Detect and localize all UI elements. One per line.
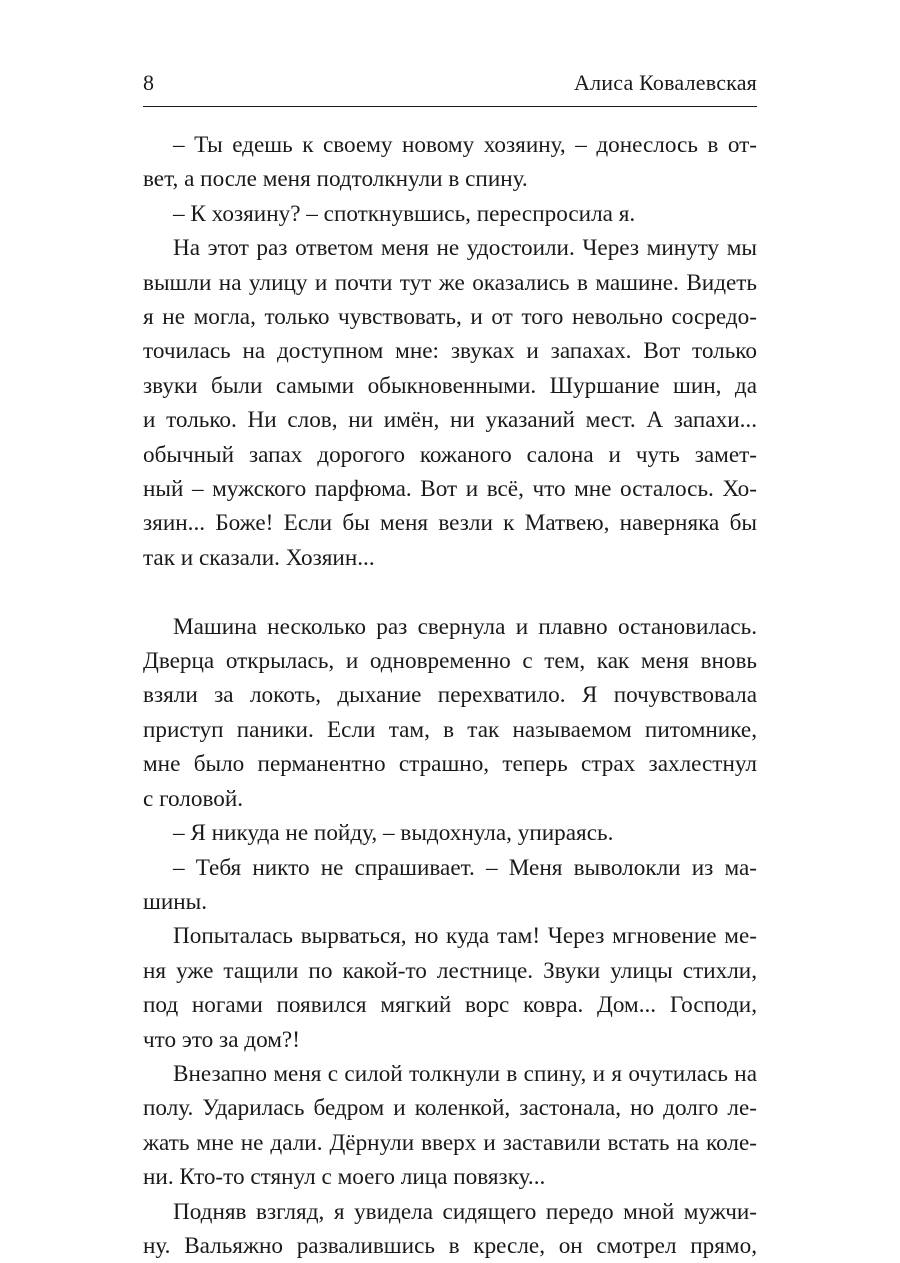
text-line: вет, а после меня подтолкнули в спину. <box>143 166 528 193</box>
text-line: Подняв взгляд, я увидела сидящего передо мной мужчи- <box>173 1198 757 1225</box>
text-line: и только. Ни слов, ни имён, ни указаний мест. А запахи... <box>143 407 757 434</box>
text-line: ни. Кто-то стянул с моего лица повязку... <box>143 1164 546 1191</box>
text-line: точилась на доступном мне: звуках и запахах. Вот только <box>143 338 757 365</box>
text-line: На этот раз ответом меня не удостоили. Через минуту мы <box>173 235 757 262</box>
running-header <box>143 70 757 102</box>
text-line: ня уже тащили по какой-то лестнице. Звуки улицы стихли, <box>143 957 757 984</box>
body-text <box>143 128 757 1263</box>
text-line: под ногами появился мягкий ворс ковра. Дом... Господи, <box>143 992 757 1019</box>
text-line: Внезапно меня с силой толкнули в спину, и я очутилась на <box>173 1060 757 1087</box>
text-line: взяли за локоть, дыхание перехватило. Я почувствовала <box>143 682 757 709</box>
text-line: Попыталась вырваться, но куда там! Через мгновение ме- <box>173 923 757 950</box>
text-line: Машина несколько раз свернула и плавно остановилась. <box>173 613 757 640</box>
text-line: что это за дом?! <box>143 1026 300 1053</box>
text-line: звуки были самыми обыкновенными. Шуршание шин, да <box>143 372 757 399</box>
text-line: я не могла, только чувствовать, и от того невольно сосредо- <box>143 304 757 331</box>
text-line: так и сказали. Хозяин... <box>143 544 375 571</box>
text-line: обычный запах дорогого кожаного салона и чуть замет- <box>143 441 757 468</box>
text-line: мне было перманентно страшно, теперь страх захлестнул <box>143 751 757 778</box>
text-line: вышли на улицу и почти тут же оказались в машине. Видеть <box>143 269 757 296</box>
page-number: 8 <box>143 70 155 95</box>
text-line: с головой. <box>143 785 244 812</box>
text-line: приступ паники. Если там, в так называемом питомнике, <box>143 716 757 743</box>
text-line: Дверца открылась, и одновременно с тем, как меня вновь <box>143 648 757 675</box>
text-line: ный – мужского парфюма. Вот и всё, что мне осталось. Хо- <box>143 476 757 503</box>
text-line: полу. Ударилась бедром и коленкой, застонала, но долго ле- <box>143 1095 757 1122</box>
text-line: – К хозяину? – споткнувшись, переспросила я. <box>173 200 636 227</box>
text-line: – Тебя никто не спрашивает. – Меня выволокли из ма- <box>173 854 757 881</box>
header-rule <box>143 106 757 107</box>
section-break <box>143 575 757 609</box>
text-line: шины. <box>143 888 208 915</box>
text-line: – Я никуда не пойду, – выдохнула, упираясь. <box>173 820 614 847</box>
text-line: – Ты едешь к своему новому хозяину, – донеслось в от- <box>173 132 757 158</box>
text-line: зяин... Боже! Если бы меня везли к Матвею, наверняка бы <box>143 510 757 537</box>
text-line: ну. Вальяжно развалившись в кресле, он смотрел прямо, <box>143 1232 757 1259</box>
text-line: жать мне не дали. Дёрнули вверх и заставили встать на коле- <box>143 1129 757 1156</box>
running-head-author: Алиса Ковалевская <box>574 70 757 95</box>
